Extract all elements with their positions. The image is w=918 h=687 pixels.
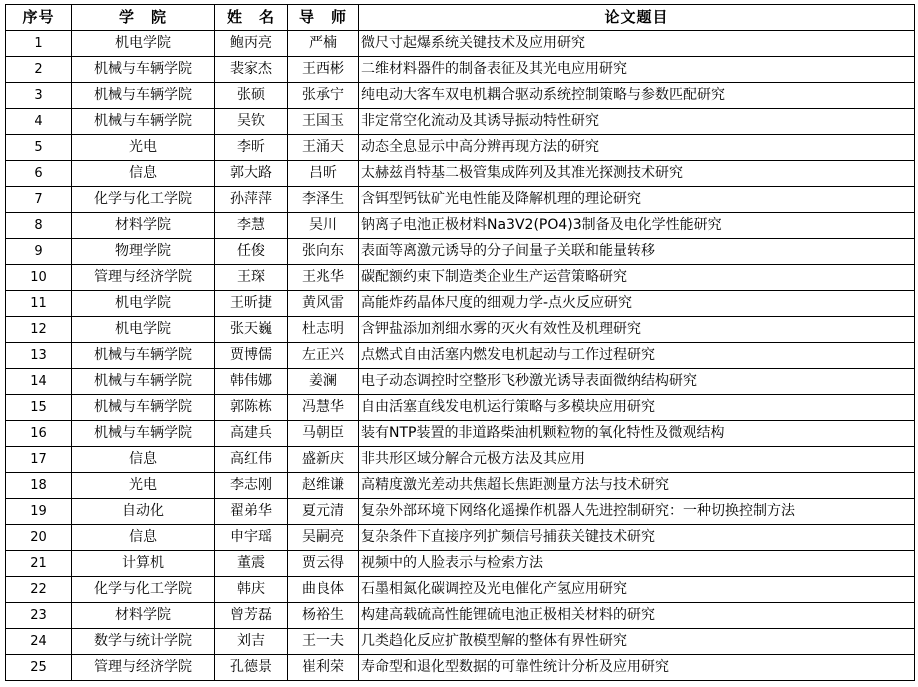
cell-advisor: 王国玉 <box>288 109 359 135</box>
cell-advisor: 左正兴 <box>288 343 359 369</box>
table-row <box>6 239 915 265</box>
header-school: 学 院 <box>72 5 215 31</box>
cell-index: 4 <box>6 109 72 135</box>
cell-school: 管理与经济学院 <box>72 655 215 681</box>
cell-name: 高红伟 <box>215 447 288 473</box>
cell-name: 王琛 <box>215 265 288 291</box>
cell-index: 3 <box>6 83 72 109</box>
table-row <box>6 31 915 57</box>
cell-advisor: 张承宁 <box>288 83 359 109</box>
cell-title: 二维材料器件的制备表征及其光电应用研究 <box>359 57 915 83</box>
table-row <box>6 603 915 629</box>
cell-name: 韩伟娜 <box>215 369 288 395</box>
cell-title: 视频中的人脸表示与检索方法 <box>359 551 915 577</box>
cell-name: 裴家杰 <box>215 57 288 83</box>
cell-name: 李志刚 <box>215 473 288 499</box>
cell-advisor: 王一夫 <box>288 629 359 655</box>
cell-advisor: 黄风雷 <box>288 291 359 317</box>
cell-name: 申宇瑶 <box>215 525 288 551</box>
cell-school: 机电学院 <box>72 291 215 317</box>
cell-school: 机电学院 <box>72 31 215 57</box>
cell-advisor: 严楠 <box>288 31 359 57</box>
cell-index: 6 <box>6 161 72 187</box>
cell-name: 孙萍萍 <box>215 187 288 213</box>
cell-name: 李昕 <box>215 135 288 161</box>
cell-title: 装有NTP装置的非道路柴油机颗粒物的氧化特性及微观结构 <box>359 421 915 447</box>
cell-advisor: 贾云得 <box>288 551 359 577</box>
cell-index: 9 <box>6 239 72 265</box>
cell-school: 机械与车辆学院 <box>72 369 215 395</box>
cell-advisor: 王西彬 <box>288 57 359 83</box>
cell-advisor: 赵维谦 <box>288 473 359 499</box>
cell-school: 数学与统计学院 <box>72 629 215 655</box>
table-row <box>6 551 915 577</box>
cell-name: 曾芳磊 <box>215 603 288 629</box>
cell-title: 石墨相氮化碳调控及光电催化产氢应用研究 <box>359 577 915 603</box>
cell-title: 含铒型钙钛矿光电性能及降解机理的理论研究 <box>359 187 915 213</box>
cell-name: 董震 <box>215 551 288 577</box>
cell-school: 光电 <box>72 473 215 499</box>
cell-index: 17 <box>6 447 72 473</box>
cell-school: 机械与车辆学院 <box>72 109 215 135</box>
cell-school: 信息 <box>72 161 215 187</box>
cell-name: 韩庆 <box>215 577 288 603</box>
cell-name: 郭陈栋 <box>215 395 288 421</box>
cell-index: 1 <box>6 31 72 57</box>
cell-title: 构建高载硫高性能锂硫电池正极相关材料的研究 <box>359 603 915 629</box>
cell-advisor: 吴嗣亮 <box>288 525 359 551</box>
cell-index: 16 <box>6 421 72 447</box>
cell-index: 13 <box>6 343 72 369</box>
cell-title: 高精度激光差动共焦超长焦距测量方法与技术研究 <box>359 473 915 499</box>
cell-name: 孔德景 <box>215 655 288 681</box>
table-row <box>6 317 915 343</box>
cell-school: 机械与车辆学院 <box>72 57 215 83</box>
cell-index: 10 <box>6 265 72 291</box>
cell-school: 机械与车辆学院 <box>72 395 215 421</box>
table-row <box>6 473 915 499</box>
cell-name: 翟弟华 <box>215 499 288 525</box>
table-row <box>6 109 915 135</box>
cell-school: 材料学院 <box>72 213 215 239</box>
cell-name: 高建兵 <box>215 421 288 447</box>
cell-index: 8 <box>6 213 72 239</box>
cell-advisor: 杨裕生 <box>288 603 359 629</box>
cell-index: 14 <box>6 369 72 395</box>
table-row <box>6 161 915 187</box>
cell-index: 24 <box>6 629 72 655</box>
cell-title: 寿命型和退化型数据的可靠性统计分析及应用研究 <box>359 655 915 681</box>
cell-advisor: 王兆华 <box>288 265 359 291</box>
cell-school: 机电学院 <box>72 317 215 343</box>
cell-advisor: 盛新庆 <box>288 447 359 473</box>
thesis-table <box>5 4 915 681</box>
cell-school: 机械与车辆学院 <box>72 421 215 447</box>
cell-school: 信息 <box>72 447 215 473</box>
table-row <box>6 421 915 447</box>
table-row <box>6 629 915 655</box>
cell-index: 21 <box>6 551 72 577</box>
cell-name: 鲍丙亮 <box>215 31 288 57</box>
cell-index: 25 <box>6 655 72 681</box>
cell-school: 光电 <box>72 135 215 161</box>
cell-title: 自由活塞直线发电机运行策略与多模块应用研究 <box>359 395 915 421</box>
cell-title: 碳配额约束下制造类企业生产运营策略研究 <box>359 265 915 291</box>
cell-title: 高能炸药晶体尺度的细观力学-点火反应研究 <box>359 291 915 317</box>
cell-name: 王昕捷 <box>215 291 288 317</box>
cell-name: 贾博儒 <box>215 343 288 369</box>
table-row <box>6 499 915 525</box>
cell-advisor: 崔利荣 <box>288 655 359 681</box>
table-row <box>6 369 915 395</box>
cell-name: 任俊 <box>215 239 288 265</box>
cell-title: 钠离子电池正极材料Na3V2(PO4)3制备及电化学性能研究 <box>359 213 915 239</box>
cell-name: 刘吉 <box>215 629 288 655</box>
cell-school: 管理与经济学院 <box>72 265 215 291</box>
table-row <box>6 83 915 109</box>
cell-advisor: 曲良体 <box>288 577 359 603</box>
cell-name: 张硕 <box>215 83 288 109</box>
cell-school: 机械与车辆学院 <box>72 83 215 109</box>
cell-index: 23 <box>6 603 72 629</box>
cell-title: 动态全息显示中高分辨再现方法的研究 <box>359 135 915 161</box>
cell-advisor: 吴川 <box>288 213 359 239</box>
cell-name: 郭大路 <box>215 161 288 187</box>
table-row <box>6 343 915 369</box>
cell-advisor: 吕昕 <box>288 161 359 187</box>
cell-index: 19 <box>6 499 72 525</box>
table-row <box>6 291 915 317</box>
cell-title: 非共形区域分解合元极方法及其应用 <box>359 447 915 473</box>
cell-advisor: 张向东 <box>288 239 359 265</box>
table-row <box>6 395 915 421</box>
cell-index: 15 <box>6 395 72 421</box>
cell-name: 李慧 <box>215 213 288 239</box>
cell-title: 纯电动大客车双电机耦合驱动系统控制策略与参数匹配研究 <box>359 83 915 109</box>
cell-advisor: 王涌天 <box>288 135 359 161</box>
cell-index: 2 <box>6 57 72 83</box>
cell-school: 材料学院 <box>72 603 215 629</box>
cell-title: 含钾盐添加剂细水雾的灭火有效性及机理研究 <box>359 317 915 343</box>
cell-title: 电子动态调控时空整形飞秒激光诱导表面微纳结构研究 <box>359 369 915 395</box>
table-row <box>6 57 915 83</box>
cell-school: 信息 <box>72 525 215 551</box>
table-row <box>6 213 915 239</box>
table-row <box>6 265 915 291</box>
table-row <box>6 525 915 551</box>
cell-index: 20 <box>6 525 72 551</box>
cell-title: 非定常空化流动及其诱导振动特性研究 <box>359 109 915 135</box>
cell-advisor: 夏元清 <box>288 499 359 525</box>
cell-index: 12 <box>6 317 72 343</box>
cell-advisor: 杜志明 <box>288 317 359 343</box>
table-row <box>6 577 915 603</box>
cell-index: 18 <box>6 473 72 499</box>
cell-title: 复杂条件下直接序列扩频信号捕获关键技术研究 <box>359 525 915 551</box>
cell-school: 化学与化工学院 <box>72 577 215 603</box>
cell-school: 机械与车辆学院 <box>72 343 215 369</box>
cell-school: 物理学院 <box>72 239 215 265</box>
cell-title: 几类趋化反应扩散模型解的整体有界性研究 <box>359 629 915 655</box>
header-title: 论文题目 <box>359 5 915 31</box>
cell-index: 5 <box>6 135 72 161</box>
cell-advisor: 马朝臣 <box>288 421 359 447</box>
header-advisor: 导 师 <box>288 5 359 31</box>
cell-school: 自动化 <box>72 499 215 525</box>
cell-title: 微尺寸起爆系统关键技术及应用研究 <box>359 31 915 57</box>
table-row <box>6 447 915 473</box>
table-row <box>6 135 915 161</box>
cell-index: 11 <box>6 291 72 317</box>
table-row <box>6 187 915 213</box>
cell-index: 7 <box>6 187 72 213</box>
cell-name: 吴钦 <box>215 109 288 135</box>
header-name: 姓 名 <box>215 5 288 31</box>
cell-index: 22 <box>6 577 72 603</box>
cell-advisor: 李泽生 <box>288 187 359 213</box>
cell-title: 太赫兹肖特基二极管集成阵列及其准光探测技术研究 <box>359 161 915 187</box>
cell-name: 张天巍 <box>215 317 288 343</box>
cell-school: 化学与化工学院 <box>72 187 215 213</box>
cell-title: 表面等离激元诱导的分子间量子关联和能量转移 <box>359 239 915 265</box>
cell-title: 点燃式自由活塞内燃发电机起动与工作过程研究 <box>359 343 915 369</box>
cell-school: 计算机 <box>72 551 215 577</box>
header-index: 序号 <box>6 5 72 31</box>
table-row <box>6 655 915 681</box>
table-body <box>6 31 915 681</box>
cell-advisor: 冯慧华 <box>288 395 359 421</box>
cell-title: 复杂外部环境下网络化遥操作机器人先进控制研究：一种切换控制方法 <box>359 499 915 525</box>
header-row <box>6 5 915 31</box>
cell-advisor: 姜澜 <box>288 369 359 395</box>
